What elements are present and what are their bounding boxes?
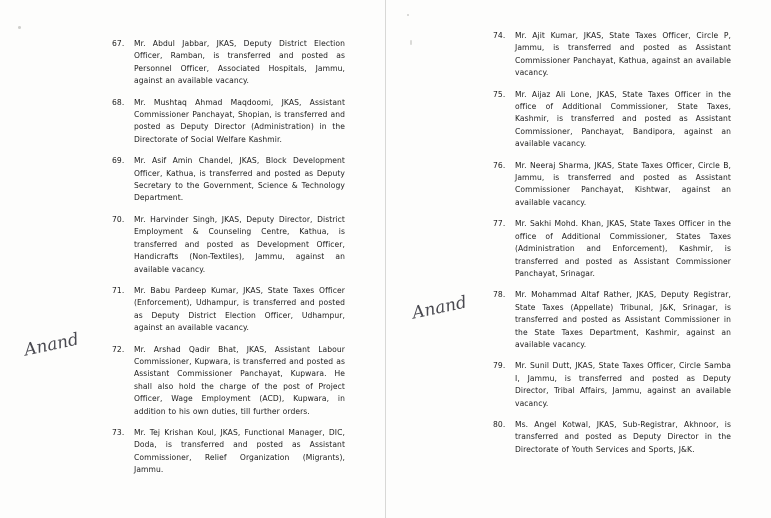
item-number: 79.	[493, 361, 506, 371]
item-text: Mr. Ajit Kumar, JKAS, State Taxes Officer, Circle P, Jammu, is transferred and posted as Assistant Commissioner Panchayat, Kathua, against an available vacancy.	[515, 31, 731, 78]
item-number: 76.	[493, 160, 506, 170]
item-text: Mr. Sakhi Mohd. Khan, JKAS, State Taxes Officer in the office of Additional Commissioner, States Taxes (Administration and Enforcement), Kashmir, is transferred and posted as Assistant Commissioner Panchayat, Srinagar.	[515, 219, 731, 278]
item-text: Mr. Asif Amin Chandel, JKAS, Block Development Officer, Kathua, is transferred and posted as Deputy Secretary to the Government, Science & Technology Department.	[134, 156, 345, 203]
item-text: Mr. Sunil Dutt, JKAS, State Taxes Officer, Circle Samba I, Jammu, is transferred and posted as Deputy Director, Tribal Affairs, Jammu, against an available vacancy.	[515, 361, 731, 408]
right-column	[386, 0, 771, 518]
item-text: Mr. Mushtaq Ahmad Maqdoomi, JKAS, Assistant Commissioner Panchayat, Shopian, is transferred and posted as Deputy Director (Administration) in the Directorate of Social Welfare Kashmir.	[134, 97, 345, 144]
item-text: Mr. Arshad Qadir Bhat, JKAS, Assistant Labour Commissioner, Kupwara, is transferred and posted as Assistant Commissioner Panchayat, Kupwara. He shall also hold the charge of the post of Project Officer, Wage Employment (ACD), Kupwara, in addition to his own duties, till further orders.	[134, 344, 345, 416]
list-item	[493, 160, 731, 210]
list-item	[112, 38, 345, 88]
left-column	[0, 0, 385, 518]
list-item	[493, 419, 731, 456]
signature-right: Anand	[410, 292, 469, 324]
list-item	[112, 214, 345, 276]
item-number: 80.	[493, 419, 506, 429]
list-item	[493, 89, 731, 151]
item-number: 78.	[493, 290, 506, 300]
list-item	[493, 218, 731, 280]
item-text: Mr. Neeraj Sharma, JKAS, State Taxes Officer, Circle B, Jammu, is transferred and posted as Assistant Commissioner Panchayat, Kishtwar, against an available vacancy.	[515, 160, 731, 207]
item-text: Ms. Angel Kotwal, JKAS, Sub-Registrar, Akhnoor, is transferred and posted as Deputy Director in the Directorate of Youth Services and Sports, J&K.	[515, 419, 731, 454]
item-number: 77.	[493, 219, 506, 229]
list-item	[493, 289, 731, 351]
item-number: 69.	[112, 156, 125, 166]
item-number: 73.	[112, 427, 125, 437]
item-number: 74.	[493, 31, 506, 40]
signature-left: Anand	[22, 329, 81, 361]
list-item	[112, 155, 345, 205]
item-text: Mr. Mohammad Altaf Rather, JKAS, Deputy Registrar, State Taxes (Appellate) Tribunal, J&K, Srinagar, is transferred and posted as Assistant Commissioner in the State Taxes Department, Kashmir, against an available vacancy.	[515, 290, 731, 349]
list-item	[493, 30, 731, 80]
item-text: Mr. Babu Pardeep Kumar, JKAS, State Taxes Officer (Enforcement), Udhampur, is transferred and posted as Deputy District Election Officer, Udhampur, against an available vacancy.	[134, 285, 345, 333]
item-number: 70.	[112, 214, 125, 224]
list-item	[112, 97, 345, 147]
item-text: Mr. Tej Krishan Koul, JKAS, Functional Manager, DIC, Doda, is transferred and posted as Assistant Commissioner, Relief Organization (Migrants), Jammu.	[134, 427, 345, 475]
item-text: Mr. Abdul Jabbar, JKAS, Deputy District Election Officer, Ramban, is transferred and posted as Personnel Officer, Associated Hospitals, Jammu, against an available vacancy.	[134, 39, 345, 86]
item-number: 68.	[112, 97, 125, 107]
list-item	[112, 285, 345, 335]
list-item	[493, 360, 731, 410]
item-number: 72.	[112, 344, 125, 354]
item-number: 75.	[493, 89, 506, 99]
item-number: 71.	[112, 285, 125, 295]
list-item	[112, 427, 345, 477]
list-item	[112, 344, 345, 418]
item-number: 67.	[112, 39, 125, 48]
item-text: Mr. Harvinder Singh, JKAS, Deputy Director, District Employment & Counseling Centre, Kathua, is transferred and posted as Development Officer, Handicrafts (Non-Textiles), Jammu, against an available vacancy.	[134, 214, 345, 274]
item-text: Mr. Aijaz Ali Lone, JKAS, State Taxes Officer in the office of Additional Commissioner, State Taxes, Kashmir, is transferred and posted as Assistant Commissioner, Panchayat, Bandipora, against an available vacancy.	[515, 89, 731, 149]
